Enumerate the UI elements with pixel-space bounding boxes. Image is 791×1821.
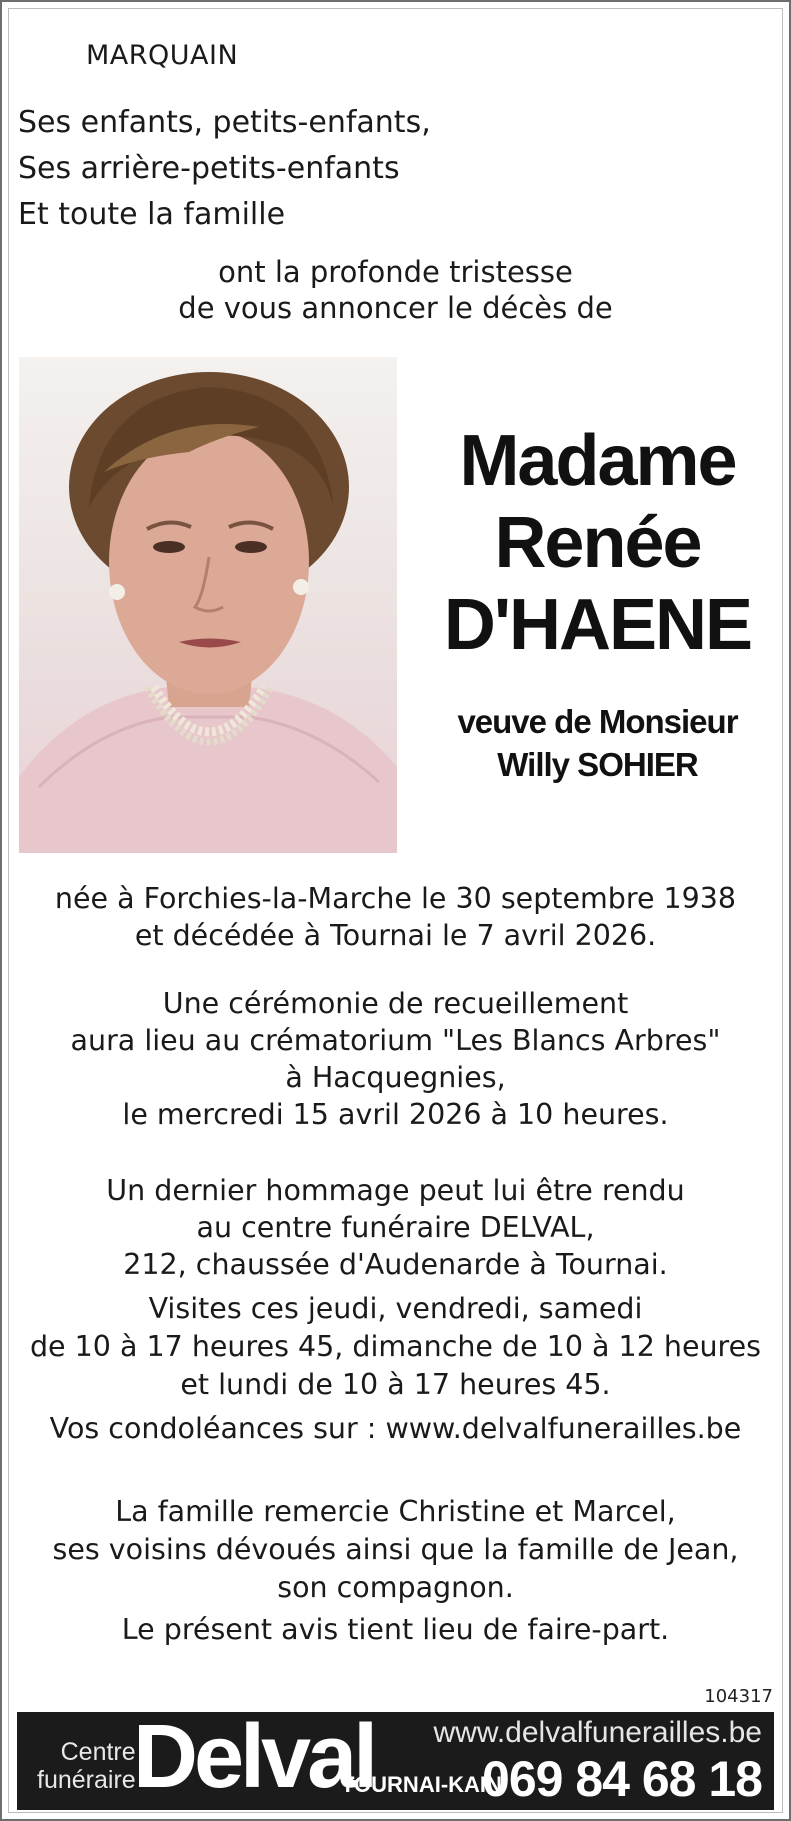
- homage-block: [0, 1172, 791, 1283]
- thanks-block: [0, 1493, 791, 1607]
- text-line: Vos condoléances sur : www.delvalfunerailles.be: [49, 1412, 742, 1445]
- widow-of: [425, 700, 770, 786]
- text-line: Visites ces jeudi, vendredi, samedi: [148, 1292, 643, 1325]
- portrait-illustration: [19, 357, 397, 853]
- text-line: Un dernier hommage peut lui être rendu: [106, 1174, 685, 1207]
- funeral-home-banner: [17, 1707, 774, 1810]
- text-line: à Hacquegnies,: [285, 1061, 506, 1094]
- name-first: Renée: [494, 503, 701, 583]
- text-line: et lundi de 10 à 17 heures 45.: [180, 1368, 611, 1401]
- widow-line: Willy SOHIER: [497, 746, 698, 783]
- deceased-name: [425, 420, 770, 666]
- centre-funeraire-label: [37, 1738, 136, 1794]
- text-line: 212, chaussée d'Audenarde à Tournai.: [123, 1248, 668, 1281]
- reference-number: 104317: [704, 1686, 773, 1707]
- brand-logo: Delval: [133, 1707, 375, 1807]
- intro-line: ont la profonde tristesse: [218, 255, 573, 289]
- text-line: et décédée à Tournai le 7 avril 2026.: [134, 919, 657, 952]
- intro-line: de vous annoncer le décès de: [178, 291, 613, 325]
- intro-block: [0, 254, 791, 326]
- text-line: Le présent avis tient lieu de faire-part.: [121, 1613, 670, 1646]
- text-line: née à Forchies-la-Marche le 30 septembre 1938: [54, 882, 737, 915]
- phone-number[interactable]: 069 84 68 18: [482, 1751, 762, 1807]
- closing-line: [0, 1611, 791, 1649]
- widow-line: veuve de Monsieur: [457, 703, 738, 740]
- funeraire-line: funéraire: [37, 1766, 136, 1794]
- name-last: D'HAENE: [443, 585, 752, 665]
- text-line: le mercredi 15 avril 2026 à 10 heures.: [122, 1098, 669, 1131]
- ceremony-block: [0, 985, 791, 1133]
- text-line: aura lieu au crématorium "Les Blancs Arbres": [70, 1024, 721, 1057]
- text-line: La famille remercie Christine et Marcel,: [115, 1495, 676, 1528]
- city-label: TOURNAI-KAIN: [341, 1772, 502, 1797]
- family-line: Ses arrière-petits-enfants: [18, 151, 400, 186]
- family-line: Ses enfants, petits-enfants,: [18, 105, 431, 140]
- visits-block: [0, 1290, 791, 1404]
- location-heading: MARQUAIN: [86, 40, 239, 71]
- centre-line: Centre: [60, 1738, 136, 1766]
- birth-death-block: [0, 880, 791, 954]
- text-line: son compagnon.: [277, 1571, 514, 1604]
- text-line: Une cérémonie de recueillement: [162, 987, 629, 1020]
- portrait-photo: [19, 357, 397, 853]
- family-block: [18, 100, 431, 238]
- name-title: Madame: [459, 421, 736, 501]
- website-link[interactable]: www.delvalfunerailles.be: [433, 1716, 762, 1749]
- family-line: Et toute la famille: [18, 197, 286, 232]
- condolences-line: [0, 1410, 791, 1448]
- text-line: de 10 à 17 heures 45, dimanche de 10 à 12 heures: [29, 1330, 762, 1363]
- text-line: au centre funéraire DELVAL,: [196, 1211, 595, 1244]
- text-line: ses voisins dévoués ainsi que la famille de Jean,: [52, 1533, 739, 1566]
